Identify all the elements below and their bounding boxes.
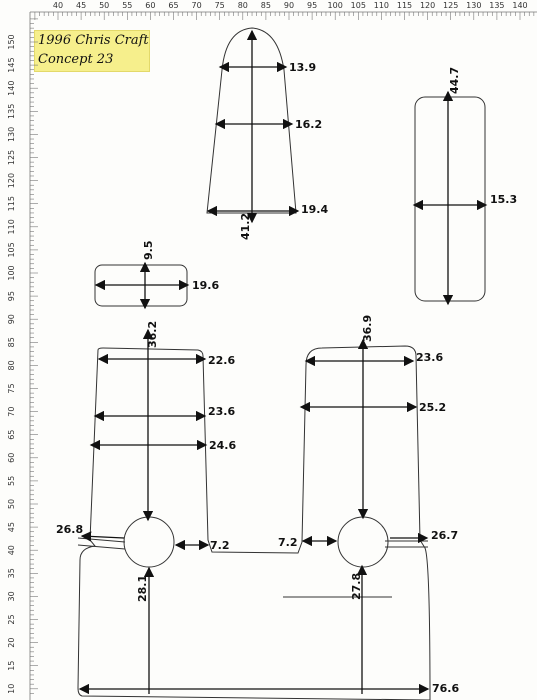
left-back-width-2: 23.6 <box>208 405 236 418</box>
right-tall-cushion <box>414 67 517 304</box>
right-back-side: 26.7 <box>431 529 459 542</box>
top-ruler-label: 105 <box>350 1 366 10</box>
note-line-2: Concept 23 <box>38 52 114 67</box>
bottom-seat-cushion <box>80 566 459 695</box>
top-ruler-label: 115 <box>396 1 413 10</box>
left-ruler-label: 40 <box>7 545 16 556</box>
right-back-notch: 7.2 <box>278 536 298 549</box>
top-ruler-label: 140 <box>512 1 528 10</box>
right-back-width-1: 23.6 <box>416 351 444 364</box>
left-back-length: 36.2 <box>146 320 159 348</box>
seat-right-depth: 27.8 <box>350 572 363 600</box>
top-ruler-label: 80 <box>237 1 248 10</box>
top-ruler-label: 85 <box>260 1 271 10</box>
left-ruler-label: 115 <box>7 196 16 212</box>
left-ruler-label: 30 <box>7 591 16 602</box>
left-ruler-label: 105 <box>7 242 16 258</box>
left-ruler-label: 140 <box>7 80 16 96</box>
left-ruler-label: 65 <box>7 429 16 440</box>
top-ruler <box>30 1 537 20</box>
top-ruler-label: 100 <box>327 1 343 10</box>
left-ruler-label: 55 <box>7 475 16 486</box>
tall-cushion-width: 15.3 <box>490 193 518 206</box>
left-ruler-label: 75 <box>7 383 16 394</box>
left-ruler-label: 125 <box>7 149 16 166</box>
left-ruler <box>7 12 38 700</box>
top-ruler-label: 95 <box>307 1 318 10</box>
left-ruler-label: 60 <box>7 452 16 463</box>
left-ruler-label: 130 <box>7 126 16 143</box>
top-ruler-label: 90 <box>283 1 295 10</box>
top-ruler-label: 70 <box>191 1 202 10</box>
left-ruler-label: 10 <box>7 683 16 694</box>
tall-cushion-length: 44.7 <box>448 66 461 94</box>
right-back-width-2: 25.2 <box>419 401 447 414</box>
left-back-cushion <box>56 321 236 567</box>
left-ruler-label: 145 <box>7 57 16 73</box>
left-ruler-label: 120 <box>7 172 16 189</box>
top-ruler-label: 130 <box>466 1 482 10</box>
top-cushion-bottom-width: 19.4 <box>301 203 329 216</box>
left-ruler-label: 20 <box>7 637 16 648</box>
left-back-notch: 7.2 <box>210 539 230 552</box>
left-ruler-label: 100 <box>7 265 16 281</box>
small-cushion-width: 19.6 <box>192 279 220 292</box>
small-cushion-height: 9.5 <box>142 240 155 260</box>
left-ruler-label: 50 <box>7 498 16 510</box>
top-ruler-label: 120 <box>419 1 436 10</box>
top-ruler-label: 40 <box>52 1 64 10</box>
top-ruler-label: 55 <box>122 1 133 10</box>
bottom-assembly <box>78 346 430 700</box>
top-ruler-label: 110 <box>373 1 390 10</box>
top-ruler-label: 135 <box>489 1 505 10</box>
seat-width: 76.6 <box>432 682 460 695</box>
note-line-1: 1996 Chris Craft <box>38 33 149 48</box>
top-ruler-label: 125 <box>443 1 459 10</box>
left-ruler-label: 90 <box>7 314 16 325</box>
left-ruler-label: 110 <box>7 219 16 235</box>
left-ruler-label: 70 <box>7 406 16 417</box>
left-ruler-label: 15 <box>7 660 16 671</box>
right-back-length: 36.9 <box>361 314 374 342</box>
left-back-width-3: 24.6 <box>209 439 237 452</box>
top-cushion-top-width: 13.9 <box>289 61 317 74</box>
left-back-width-1: 22.6 <box>208 354 236 367</box>
top-cushion-length: 41.2 <box>239 212 252 240</box>
left-ruler-label: 35 <box>7 568 16 579</box>
left-back-side: 26.8 <box>56 523 84 536</box>
right-back-cushion <box>278 315 458 567</box>
top-ruler-label: 60 <box>145 1 156 10</box>
small-cushion <box>95 241 219 309</box>
left-ruler-label: 95 <box>7 291 16 302</box>
top-cushion-mid-width: 16.2 <box>295 118 323 131</box>
left-ruler-label: 85 <box>7 337 16 348</box>
left-ruler-label: 150 <box>7 34 16 50</box>
top-ruler-label: 50 <box>99 1 110 10</box>
left-ruler-label: 135 <box>7 103 16 119</box>
seat-left-depth: 28.1 <box>136 574 149 602</box>
top-cushion <box>207 28 328 240</box>
left-ruler-label: 45 <box>7 522 16 533</box>
top-ruler-label: 75 <box>214 1 225 10</box>
left-ruler-label: 25 <box>7 614 16 625</box>
top-ruler-label: 45 <box>76 1 87 10</box>
left-ruler-label: 80 <box>7 360 16 371</box>
top-ruler-label: 65 <box>168 1 179 10</box>
